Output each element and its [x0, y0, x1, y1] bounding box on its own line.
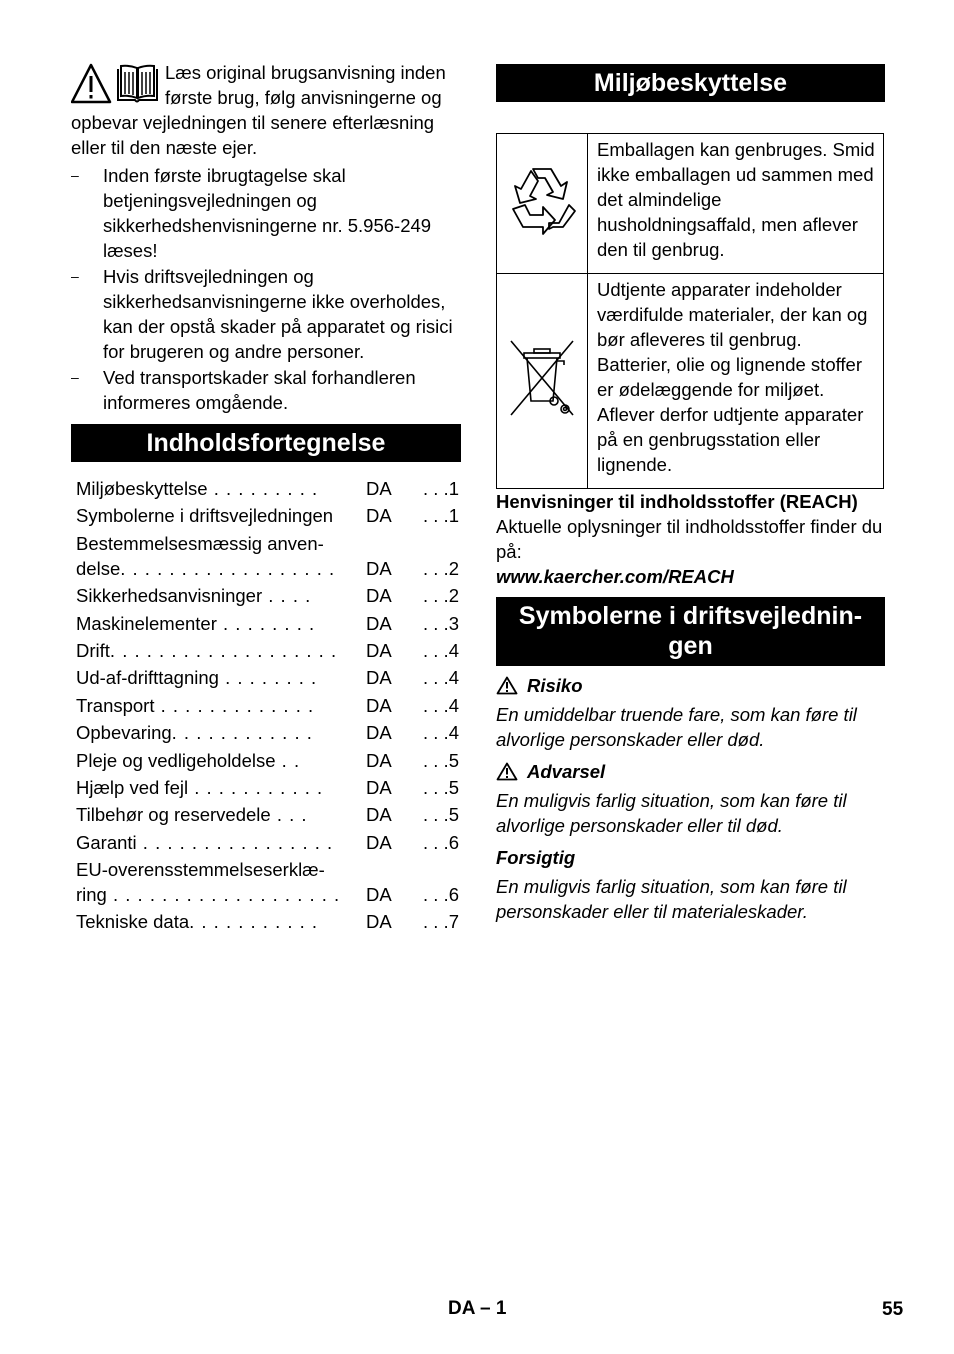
toc-entry-page: . . .1: [423, 505, 459, 527]
toc-entry-title: Hjælp ved fejl: [76, 776, 189, 798]
toc-entry-page: . . .4: [423, 722, 459, 744]
crossed-bin-icon: [507, 337, 577, 419]
toc-leader-dots: . . . . . . . .: [216, 612, 316, 634]
toc-entry-language: DA: [366, 911, 392, 933]
toc-entry-page: . . .2: [423, 557, 459, 579]
toc-entry[interactable]: [76, 693, 461, 718]
toc-entry[interactable]: [76, 476, 461, 501]
toc-entry[interactable]: [76, 775, 461, 800]
toc-entry-page: . . .7: [423, 911, 459, 933]
toc-entry-language: DA: [366, 612, 392, 634]
toc-entry[interactable]: EU-overensstemmelseserklæ- ring . . . . . . . . . . . . . . . . . . . DA . . .6: [76, 859, 459, 906]
toc-leader-dots: . . . . . . . . . . .: [189, 911, 319, 933]
symbol-risiko: [496, 673, 885, 752]
toc-entry-page: . . .5: [423, 776, 459, 798]
toc-entry-language: DA: [366, 722, 392, 744]
toc-entry-title: Sikkerhedsanvisninger: [76, 585, 263, 607]
toc-entry-language: DA: [366, 639, 392, 661]
toc-entry[interactable]: [76, 665, 461, 690]
toc-entry-title: Drift: [76, 639, 110, 661]
toc-entry-page: . . .3: [423, 612, 459, 634]
warning-triangle-icon: [496, 676, 518, 695]
toc-leader-dots: . . . .: [262, 585, 312, 607]
toc-entry[interactable]: [76, 802, 461, 827]
toc-entry-title: Tekniske data: [76, 911, 190, 933]
toc-entry[interactable]: [76, 611, 461, 636]
toc-entry[interactable]: [76, 720, 461, 745]
reach-text: Aktuelle oplysninger til indholdsstoffer finder du på:: [496, 516, 883, 562]
reach-heading: Henvisninger til indholdsstoffer (REACH): [496, 491, 858, 512]
recycle-icon-cell: [497, 134, 588, 274]
toc-entry-page: . . .2: [423, 585, 459, 607]
toc-entry-page: . . .4: [423, 639, 459, 661]
toc-entry-title: Miljøbeskyttelse: [76, 478, 208, 499]
toc-heading: Indholdsfortegnelse: [71, 424, 461, 462]
toc-entry-title: Opbevaring: [76, 722, 172, 744]
toc-leader-dots: . . .: [270, 804, 308, 826]
toc-entry-title: Maskinelementer: [76, 612, 217, 634]
right-column: [496, 64, 885, 924]
toc-entry-language: DA: [366, 585, 392, 607]
intro-text: Læs original brugsanvisning inden første brug, følg anvisningerne og opbevar vejledningen til senere efterlæsning eller til den næste ejer.: [71, 62, 446, 158]
symbol-description: En muligvis farlig situation, som kan føre til personskader eller til materialeskader.: [496, 876, 847, 922]
toc-entry-title: Ud-af-drifttagning: [76, 667, 219, 689]
symbol-forsigtig: [496, 845, 885, 924]
symbol-description: En umiddelbar truende fare, som kan føre til alvorlige personskader eller død.: [496, 704, 857, 750]
list-item: – Hvis driftsvejledningen og sikkerhedsanvisningerne ikke overholdes, kan der opstå skader på apparatet og risici for brugeren og andre personer.: [71, 264, 461, 364]
recycle-text: Emballagen kan genbruges. Smid ikke emballagen ud sammen med det almindelige husholdningsaffald, men aflever den til genbrug.: [588, 134, 884, 274]
toc-entry-language: DA: [366, 749, 392, 771]
toc-entry-page: . . .4: [423, 667, 459, 689]
toc-entry-page: . . .4: [423, 694, 459, 716]
environment-heading: Miljøbeskyttelse: [496, 64, 885, 102]
reach-link[interactable]: www.kaercher.com/REACH: [496, 566, 734, 587]
toc-entry-page: . . .5: [423, 749, 459, 771]
toc-entry[interactable]: [76, 909, 461, 934]
toc-leader-dots: . . . . . . . . . . . . . . . . . . .: [106, 884, 341, 906]
toc-entry-title: ring: [76, 884, 107, 906]
toc-entry-page: . . .6: [423, 831, 459, 853]
toc-leader-dots: . . . . . . . . . . .: [188, 776, 324, 798]
crossed-bin-text: Udtjente apparater indeholder værdifulde materialer, der kan og bør afleveres til genbrug. Batterier, olie og lignende stoffer er ødelæggende for miljøet. Aflever derfor udtjente apparater på en genbrugsstation eller lignende.: [588, 274, 884, 489]
table-row: [497, 134, 884, 274]
recycle-icon: [503, 159, 581, 243]
toc-entry-title: delse: [76, 557, 121, 579]
toc-entry[interactable]: [76, 830, 461, 855]
toc-entry-language: DA: [366, 694, 392, 716]
crossed-bin-icon-cell: [497, 274, 588, 489]
toc-entry-title: Transport: [76, 694, 155, 716]
toc-entry[interactable]: [76, 748, 461, 773]
symbol-title: Advarsel: [496, 759, 885, 784]
toc-entry-title: Symbolerne i driftsvejledningen: [76, 505, 334, 527]
toc-entry-title: Pleje og vedligeholdelse: [76, 749, 276, 771]
toc-entry-language: DA: [366, 505, 392, 527]
toc-entry[interactable]: [76, 638, 461, 663]
toc-entry-title: Tilbehør og reservedele: [76, 804, 271, 826]
toc-entry-page: . . .6: [423, 884, 459, 906]
toc-entry-title: Garanti: [76, 831, 137, 853]
symbol-title: Risiko: [496, 673, 885, 698]
intro-bullet-list: [71, 163, 461, 415]
toc-entry-language: DA: [366, 667, 392, 689]
toc-entry-language: DA: [366, 776, 392, 798]
left-column: [71, 60, 461, 937]
intro-section: [71, 60, 461, 415]
toc-leader-dots: . .: [275, 749, 301, 771]
symbol-title: Forsigtig: [496, 847, 576, 868]
toc-leader-dots: . . . . . . . . . . . . . . . .: [136, 831, 334, 853]
toc-leader-dots: . . . . . . . . . . . .: [171, 722, 313, 744]
environment-table: [496, 133, 884, 489]
intro-icons: [71, 62, 161, 108]
toc-leader-dots: . . . . . . . . . . . . .: [154, 694, 315, 716]
toc-leader-dots: . . . . . . . . . . . . . . . . . . .: [109, 639, 338, 661]
toc-entry-language: DA: [366, 831, 392, 853]
toc-entry-language: DA: [366, 804, 392, 826]
list-item: – Inden første ibrugtagelse skal betjeningsvejledningen og sikkerhedshenvisningerne nr. 5.956-249 læses!: [71, 163, 461, 263]
symbol-description: En muligvis farlig situation, som kan føre til alvorlige personskader eller til død.: [496, 790, 847, 836]
table-of-contents: [71, 476, 461, 934]
toc-entry-page: . . .5: [423, 804, 459, 826]
list-item: – Ved transportskader skal forhandleren informeres omgående.: [71, 365, 461, 415]
symbol-advarsel: [496, 759, 885, 838]
warning-manual-icon: [71, 62, 161, 106]
toc-entry[interactable]: Bestemmelsesmæssig anven- delse. . . . . . . . . . . . . . . . . . DA . . .2: [76, 532, 459, 579]
footer-language-page: DA – 1: [448, 1298, 507, 1319]
toc-leader-dots: . . . . . . . . .: [207, 478, 319, 499]
toc-entry[interactable]: [76, 503, 461, 528]
symbols-heading: Symbolerne i driftsvejlednin- gen: [496, 597, 885, 666]
toc-leader-dots: . . . . . . . .: [218, 667, 318, 689]
toc-entry-page: . . .1: [423, 478, 459, 499]
warning-triangle-icon: [496, 762, 518, 781]
toc-entry-language: DA: [366, 884, 392, 906]
toc-entry[interactable]: [76, 583, 461, 608]
toc-leader-dots: . . . . . . . . . . . . . . . . . .: [120, 557, 336, 579]
toc-entry-language: DA: [366, 478, 392, 499]
table-row: [497, 274, 884, 489]
toc-entry-language: DA: [366, 557, 392, 579]
page-number: 55: [882, 1299, 904, 1320]
